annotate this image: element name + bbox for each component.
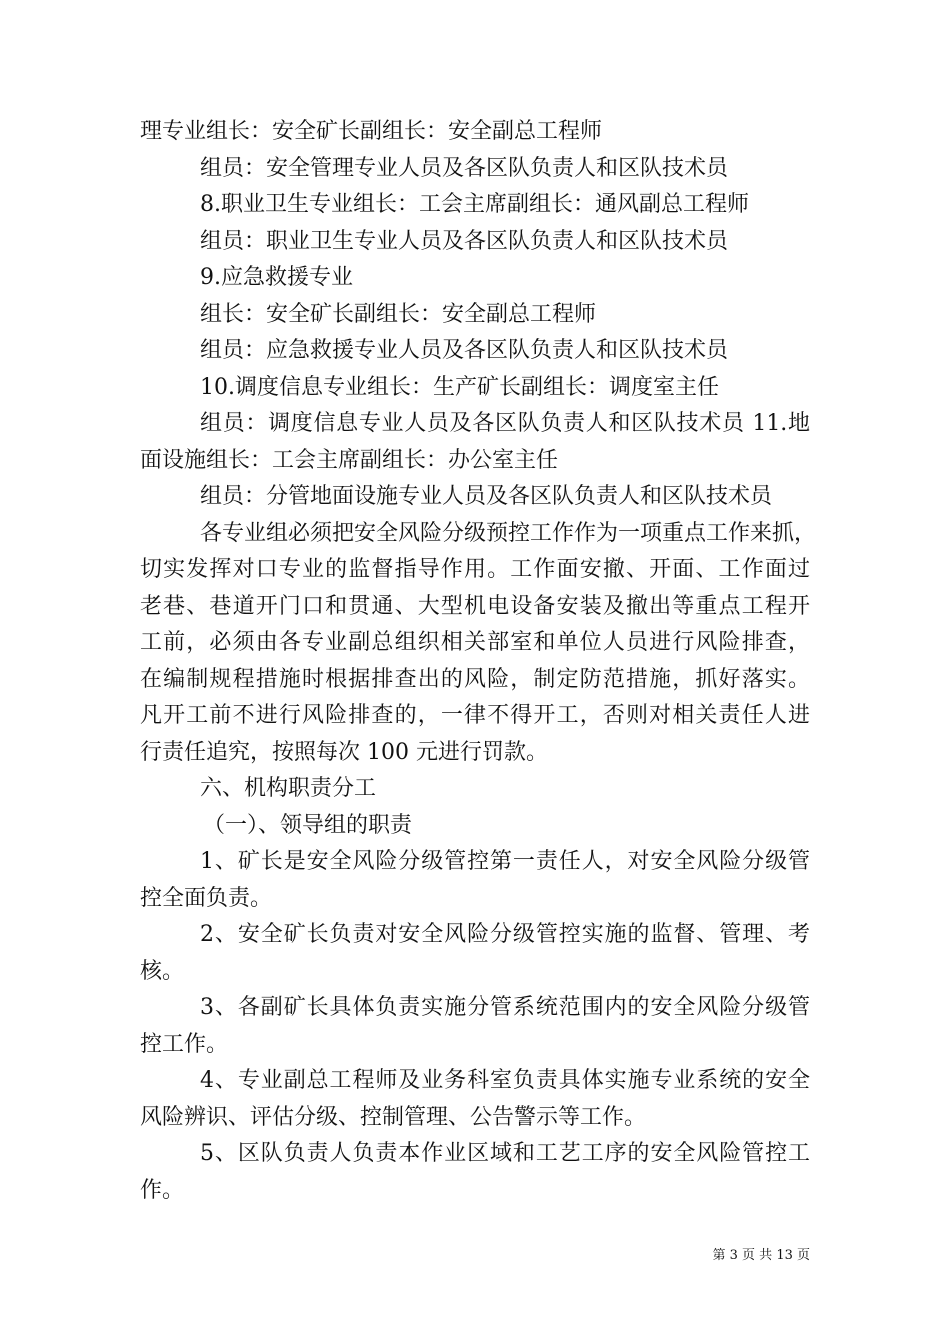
- text-line: 理专业组长：安全矿长副组长：安全副总工程师: [140, 119, 603, 144]
- section-heading: 六、机构职责分工: [200, 776, 377, 801]
- text-line: 组员：调度信息专业人员及各区队负责人和区队技术员 11.地: [200, 411, 810, 436]
- page-number: 第 3 页 共 13 页: [712, 1248, 810, 1263]
- text-line: 组员：分管地面设施专业人员及各区队负责人和区队技术员: [200, 484, 773, 509]
- text-line: 1、矿长是安全风险分级管控第一责任人，对安全风险分级管: [200, 849, 810, 874]
- text-line: 凡开工前不进行风险排查的，一律不得开工，否则对相关责任人进: [140, 703, 810, 728]
- text-line: 9.应急救援专业: [200, 265, 353, 290]
- text-line: 风险辨识、评估分级、控制管理、公告警示等工作。: [140, 1104, 647, 1130]
- text-line: 10.调度信息专业组长：生产矿长副组长：调度室主任: [200, 374, 719, 400]
- text-line: 4、专业副总工程师及业务科室负责具体实施专业系统的安全: [200, 1068, 810, 1093]
- text-line: 在编制规程措施时根据排查出的风险，制定防范措施，抓好落实。: [140, 666, 810, 692]
- text-line: 切实发挥对口专业的监督指导作用。工作面安撤、开面、工作面过: [140, 557, 810, 582]
- text-line: 控工作。: [140, 1031, 229, 1057]
- text-line: 行责任追究，按照每次 100 元进行罚款。: [140, 739, 548, 765]
- text-line: 组员：应急救援专业人员及各区队负责人和区队技术员: [200, 338, 729, 363]
- text-line: 5、区队负责人负责本作业区域和工艺工序的安全风险管控工: [200, 1141, 810, 1166]
- text-line: 老巷、巷道开门口和贯通、大型机电设备安装及撤出等重点工程开: [140, 593, 810, 619]
- text-line: 2、安全矿长负责对安全风险分级管控实施的监督、管理、考: [200, 922, 810, 947]
- text-line: 核。: [140, 958, 185, 984]
- subsection-heading: （一）、领导组的职责: [203, 812, 413, 838]
- text-line: 控全面负责。: [140, 885, 273, 911]
- text-line: 组员：安全管理专业人员及各区队负责人和区队技术员: [200, 155, 729, 181]
- text-line: 组员：职业卫生专业人员及各区队负责人和区队技术员: [200, 228, 729, 254]
- text-line: 组长：安全矿长副组长：安全副总工程师: [200, 301, 597, 327]
- text-line: 各专业组必须把安全风险分级预控工作作为一项重点工作来抓，: [200, 520, 817, 546]
- text-line: 面设施组长：工会主席副组长：办公室主任: [140, 447, 559, 473]
- document-body: [140, 114, 817, 1209]
- text-line: 8.职业卫生专业组长：工会主席副组长：通风副总工程师: [200, 192, 749, 217]
- text-line: 工前，必须由各专业副总组织相关部室和单位人员进行风险排查，: [140, 630, 810, 655]
- text-line: 3、各副矿长具体负责实施分管系统范围内的安全风险分级管: [200, 995, 810, 1020]
- text-line: 作。: [140, 1177, 185, 1203]
